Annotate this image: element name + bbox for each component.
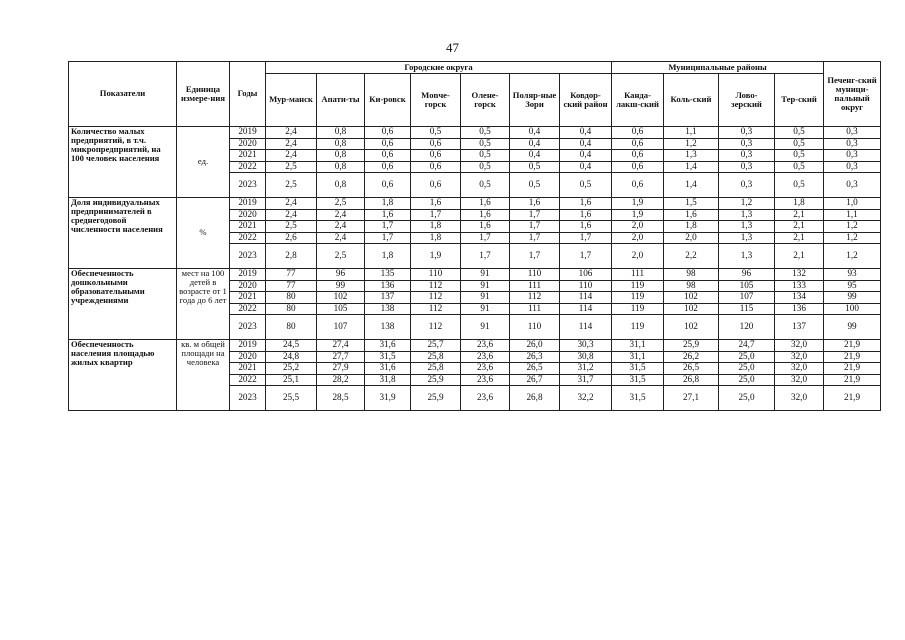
value-cell: 23,6 [461, 374, 510, 386]
value-cell: 31,5 [612, 374, 664, 386]
header-unit: Единица измере-ния [177, 62, 230, 127]
value-cell: 32,0 [775, 374, 824, 386]
value-cell: 28,5 [317, 386, 365, 411]
value-cell: 1,8 [365, 198, 411, 210]
value-cell: 111 [612, 269, 664, 281]
value-cell: 98 [664, 280, 719, 292]
value-cell: 2,5 [317, 198, 365, 210]
value-cell: 31,5 [612, 386, 664, 411]
value-cell: 0,6 [365, 173, 411, 198]
value-cell: 77 [266, 269, 317, 281]
value-cell: 23,6 [461, 386, 510, 411]
value-cell: 1,4 [664, 173, 719, 198]
value-cell: 1,3 [719, 244, 775, 269]
value-cell: 24,5 [266, 340, 317, 352]
year-cell: 2022 [230, 232, 266, 244]
value-cell: 1,7 [510, 244, 560, 269]
value-cell: 1,2 [824, 244, 881, 269]
value-cell: 26,8 [664, 374, 719, 386]
value-cell: 0,3 [824, 150, 881, 162]
value-cell: 0,8 [317, 161, 365, 173]
indicator-label: Количество малых предприятий, в т.ч. микропредприятий, на 100 человек населения [69, 127, 177, 198]
value-cell: 0,5 [775, 173, 824, 198]
page-number: 47 [446, 40, 459, 55]
value-cell: 21,9 [824, 363, 881, 375]
year-cell: 2019 [230, 127, 266, 139]
header-indicator: Показатели [69, 62, 177, 127]
value-cell: 1,6 [461, 198, 510, 210]
value-cell: 0,3 [719, 127, 775, 139]
value-cell: 31,2 [560, 363, 612, 375]
value-cell: 0,5 [461, 127, 510, 139]
value-cell: 25,8 [411, 363, 461, 375]
value-cell: 1,9 [411, 244, 461, 269]
value-cell: 31,6 [365, 340, 411, 352]
value-cell: 1,5 [664, 198, 719, 210]
value-cell: 80 [266, 315, 317, 340]
year-cell: 2021 [230, 363, 266, 375]
value-cell: 26,3 [510, 351, 560, 363]
value-cell: 138 [365, 303, 411, 315]
value-cell: 0,5 [560, 173, 612, 198]
value-cell: 93 [824, 269, 881, 281]
value-cell: 112 [411, 292, 461, 304]
value-cell: 1,6 [560, 221, 612, 233]
value-cell: 1,2 [824, 232, 881, 244]
value-cell: 0,8 [317, 150, 365, 162]
header-column: Ки-ровск [365, 74, 411, 127]
value-cell: 2,5 [317, 244, 365, 269]
value-cell: 132 [775, 269, 824, 281]
value-cell: 1,6 [560, 198, 612, 210]
value-cell: 111 [510, 280, 560, 292]
value-cell: 2,5 [266, 161, 317, 173]
value-cell: 27,4 [317, 340, 365, 352]
year-cell: 2021 [230, 150, 266, 162]
value-cell: 112 [411, 315, 461, 340]
value-cell: 1,2 [664, 138, 719, 150]
value-cell: 91 [461, 292, 510, 304]
value-cell: 102 [664, 315, 719, 340]
value-cell: 25,1 [266, 374, 317, 386]
value-cell: 2,1 [775, 209, 824, 221]
value-cell: 115 [719, 303, 775, 315]
value-cell: 2,1 [775, 244, 824, 269]
year-cell: 2019 [230, 269, 266, 281]
value-cell: 32,0 [775, 351, 824, 363]
value-cell: 1,3 [719, 209, 775, 221]
value-cell: 1,9 [612, 209, 664, 221]
unit-label: кв. м общей площади на человека [177, 340, 230, 411]
value-cell: 31,9 [365, 386, 411, 411]
value-cell: 1,8 [365, 244, 411, 269]
table-row [69, 269, 881, 281]
header-column: Мур-манск [266, 74, 317, 127]
value-cell: 91 [461, 269, 510, 281]
value-cell: 95 [824, 280, 881, 292]
value-cell: 1,8 [411, 221, 461, 233]
header-column: Ковдор-ский район [560, 74, 612, 127]
value-cell: 0,5 [461, 161, 510, 173]
value-cell: 107 [317, 315, 365, 340]
value-cell: 32,0 [775, 340, 824, 352]
value-cell: 0,5 [510, 161, 560, 173]
value-cell: 0,4 [560, 127, 612, 139]
year-cell: 2023 [230, 173, 266, 198]
header-column: Тер-ский [775, 74, 824, 127]
value-cell: 0,4 [560, 150, 612, 162]
value-cell: 80 [266, 303, 317, 315]
value-cell: 1,6 [411, 198, 461, 210]
value-cell: 1,3 [719, 232, 775, 244]
year-cell: 2021 [230, 292, 266, 304]
value-cell: 77 [266, 280, 317, 292]
value-cell: 1,6 [365, 209, 411, 221]
value-cell: 1,7 [560, 244, 612, 269]
value-cell: 1,8 [664, 221, 719, 233]
value-cell: 135 [365, 269, 411, 281]
value-cell: 0,5 [775, 161, 824, 173]
value-cell: 2,4 [266, 209, 317, 221]
value-cell: 111 [510, 303, 560, 315]
value-cell: 1,9 [612, 198, 664, 210]
value-cell: 24,8 [266, 351, 317, 363]
value-cell: 25,9 [411, 374, 461, 386]
value-cell: 2,4 [317, 209, 365, 221]
value-cell: 1,6 [560, 209, 612, 221]
value-cell: 1,1 [824, 209, 881, 221]
value-cell: 0,5 [775, 150, 824, 162]
value-cell: 0,6 [612, 173, 664, 198]
year-cell: 2022 [230, 161, 266, 173]
value-cell: 25,7 [411, 340, 461, 352]
value-cell: 99 [824, 315, 881, 340]
value-cell: 110 [560, 280, 612, 292]
value-cell: 1,7 [461, 232, 510, 244]
value-cell: 1,3 [719, 221, 775, 233]
value-cell: 2,4 [266, 127, 317, 139]
value-cell: 31,1 [612, 340, 664, 352]
value-cell: 110 [510, 315, 560, 340]
value-cell: 110 [411, 269, 461, 281]
value-cell: 1,7 [461, 244, 510, 269]
value-cell: 1,6 [664, 209, 719, 221]
value-cell: 2,6 [266, 232, 317, 244]
value-cell: 1,2 [719, 198, 775, 210]
value-cell: 0,4 [560, 161, 612, 173]
value-cell: 0,5 [775, 138, 824, 150]
value-cell: 1,2 [824, 221, 881, 233]
value-cell: 2,4 [266, 138, 317, 150]
value-cell: 2,0 [664, 232, 719, 244]
value-cell: 98 [664, 269, 719, 281]
value-cell: 2,8 [266, 244, 317, 269]
value-cell: 26,8 [510, 386, 560, 411]
value-cell: 1,6 [461, 209, 510, 221]
value-cell: 1,7 [365, 232, 411, 244]
value-cell: 26,5 [510, 363, 560, 375]
value-cell: 2,2 [664, 244, 719, 269]
value-cell: 26,2 [664, 351, 719, 363]
header-municipal-districts: Муниципальные районы [612, 62, 824, 74]
value-cell: 136 [365, 280, 411, 292]
value-cell: 0,3 [719, 173, 775, 198]
value-cell: 137 [775, 315, 824, 340]
value-cell: 32,0 [775, 386, 824, 411]
value-cell: 0,5 [461, 173, 510, 198]
value-cell: 21,9 [824, 386, 881, 411]
value-cell: 23,6 [461, 351, 510, 363]
value-cell: 28,2 [317, 374, 365, 386]
value-cell: 107 [719, 292, 775, 304]
value-cell: 96 [719, 269, 775, 281]
value-cell: 21,9 [824, 351, 881, 363]
value-cell: 0,6 [612, 150, 664, 162]
value-cell: 31,1 [612, 351, 664, 363]
value-cell: 0,3 [719, 161, 775, 173]
value-cell: 0,3 [824, 138, 881, 150]
value-cell: 31,5 [612, 363, 664, 375]
value-cell: 0,5 [510, 173, 560, 198]
value-cell: 0,6 [612, 138, 664, 150]
value-cell: 1,0 [824, 198, 881, 210]
value-cell: 100 [824, 303, 881, 315]
value-cell: 102 [317, 292, 365, 304]
value-cell: 21,9 [824, 374, 881, 386]
statistics-table [68, 61, 881, 411]
value-cell: 0,6 [411, 138, 461, 150]
header-years: Годы [230, 62, 266, 127]
value-cell: 25,8 [411, 351, 461, 363]
value-cell: 0,4 [510, 150, 560, 162]
year-cell: 2020 [230, 351, 266, 363]
year-cell: 2023 [230, 244, 266, 269]
value-cell: 25,0 [719, 386, 775, 411]
value-cell: 119 [612, 292, 664, 304]
value-cell: 105 [317, 303, 365, 315]
value-cell: 2,1 [775, 221, 824, 233]
value-cell: 1,7 [510, 221, 560, 233]
value-cell: 0,8 [317, 127, 365, 139]
value-cell: 119 [612, 280, 664, 292]
value-cell: 1,7 [510, 209, 560, 221]
value-cell: 112 [411, 303, 461, 315]
value-cell: 31,7 [560, 374, 612, 386]
value-cell: 119 [612, 303, 664, 315]
value-cell: 2,0 [612, 221, 664, 233]
value-cell: 80 [266, 292, 317, 304]
indicator-label: Обеспеченность населения площадью жилых квартир [69, 340, 177, 411]
value-cell: 2,5 [266, 173, 317, 198]
year-cell: 2020 [230, 209, 266, 221]
value-cell: 0,3 [824, 161, 881, 173]
value-cell: 0,6 [365, 127, 411, 139]
year-cell: 2023 [230, 315, 266, 340]
value-cell: 120 [719, 315, 775, 340]
value-cell: 2,5 [266, 221, 317, 233]
value-cell: 0,5 [461, 150, 510, 162]
value-cell: 106 [560, 269, 612, 281]
value-cell: 25,0 [719, 363, 775, 375]
value-cell: 138 [365, 315, 411, 340]
value-cell: 99 [317, 280, 365, 292]
value-cell: 91 [461, 303, 510, 315]
value-cell: 0,3 [824, 127, 881, 139]
value-cell: 119 [612, 315, 664, 340]
value-cell: 0,3 [719, 150, 775, 162]
value-cell: 0,6 [365, 161, 411, 173]
value-cell: 0,5 [775, 127, 824, 139]
value-cell: 112 [411, 280, 461, 292]
value-cell: 1,7 [411, 209, 461, 221]
header-column: Monче-горск [411, 74, 461, 127]
value-cell: 99 [824, 292, 881, 304]
value-cell: 24,7 [719, 340, 775, 352]
year-cell: 2020 [230, 280, 266, 292]
value-cell: 25,5 [266, 386, 317, 411]
value-cell: 0,8 [317, 173, 365, 198]
value-cell: 32,2 [560, 386, 612, 411]
value-cell: 91 [461, 280, 510, 292]
value-cell: 112 [510, 292, 560, 304]
year-cell: 2020 [230, 138, 266, 150]
year-cell: 2023 [230, 386, 266, 411]
value-cell: 110 [510, 269, 560, 281]
value-cell: 0,6 [365, 138, 411, 150]
value-cell: 0,6 [612, 127, 664, 139]
value-cell: 0,4 [510, 127, 560, 139]
value-cell: 25,9 [411, 386, 461, 411]
header-column: Апати-ты [317, 74, 365, 127]
unit-label: ед. [177, 127, 230, 198]
value-cell: 2,4 [266, 198, 317, 210]
value-cell: 21,9 [824, 340, 881, 352]
value-cell: 1,6 [510, 198, 560, 210]
value-cell: 26,0 [510, 340, 560, 352]
value-cell: 0,8 [317, 138, 365, 150]
value-cell: 23,6 [461, 363, 510, 375]
value-cell: 1,1 [664, 127, 719, 139]
value-cell: 0,6 [365, 150, 411, 162]
value-cell: 137 [365, 292, 411, 304]
value-cell: 134 [775, 292, 824, 304]
value-cell: 133 [775, 280, 824, 292]
year-cell: 2022 [230, 374, 266, 386]
header-column: Канда-лакш-ский [612, 74, 664, 127]
value-cell: 2,0 [612, 244, 664, 269]
value-cell: 31,5 [365, 351, 411, 363]
table-row [69, 198, 881, 210]
value-cell: 136 [775, 303, 824, 315]
value-cell: 0,4 [510, 138, 560, 150]
value-cell: 1,7 [510, 232, 560, 244]
table-row [69, 340, 881, 352]
year-cell: 2021 [230, 221, 266, 233]
value-cell: 25,0 [719, 351, 775, 363]
value-cell: 2,1 [775, 232, 824, 244]
value-cell: 0,6 [411, 150, 461, 162]
year-cell: 2019 [230, 198, 266, 210]
value-cell: 105 [719, 280, 775, 292]
value-cell: 26,7 [510, 374, 560, 386]
value-cell: 23,6 [461, 340, 510, 352]
value-cell: 1,3 [664, 150, 719, 162]
value-cell: 2,4 [317, 232, 365, 244]
value-cell: 114 [560, 292, 612, 304]
unit-label: % [177, 198, 230, 269]
value-cell: 96 [317, 269, 365, 281]
value-cell: 25,2 [266, 363, 317, 375]
value-cell: 2,4 [317, 221, 365, 233]
header-column: Олене-горск [461, 74, 510, 127]
value-cell: 31,6 [365, 363, 411, 375]
value-cell: 91 [461, 315, 510, 340]
unit-label: мест на 100 детей в возрасте от 1 года до 6 лет [177, 269, 230, 340]
header-urban-districts: Городские округа [266, 62, 612, 74]
value-cell: 0,5 [411, 127, 461, 139]
value-cell: 0,4 [560, 138, 612, 150]
value-cell: 25,0 [719, 374, 775, 386]
header-column: Лово-зерский [719, 74, 775, 127]
value-cell: 25,9 [664, 340, 719, 352]
indicator-label: Доля индивидуальных предпринимателей в среднегодовой численности населения [69, 198, 177, 269]
value-cell: 0,6 [612, 161, 664, 173]
value-cell: 1,4 [664, 161, 719, 173]
value-cell: 0,3 [824, 173, 881, 198]
value-cell: 102 [664, 292, 719, 304]
value-cell: 2,4 [266, 150, 317, 162]
value-cell: 32,0 [775, 363, 824, 375]
value-cell: 1,7 [365, 221, 411, 233]
value-cell: 0,5 [461, 138, 510, 150]
value-cell: 1,7 [560, 232, 612, 244]
value-cell: 114 [560, 315, 612, 340]
header-column: Поляр-ные Зори [510, 74, 560, 127]
value-cell: 0,6 [411, 173, 461, 198]
value-cell: 102 [664, 303, 719, 315]
value-cell: 30,3 [560, 340, 612, 352]
indicator-label: Обеспеченность дошкольными образовательными учреждениями [69, 269, 177, 340]
value-cell: 0,6 [411, 161, 461, 173]
value-cell: 27,1 [664, 386, 719, 411]
year-cell: 2019 [230, 340, 266, 352]
value-cell: 1,8 [411, 232, 461, 244]
value-cell: 1,8 [775, 198, 824, 210]
table-row [69, 127, 881, 139]
value-cell: 27,7 [317, 351, 365, 363]
value-cell: 2,0 [612, 232, 664, 244]
value-cell: 31,8 [365, 374, 411, 386]
value-cell: 30,8 [560, 351, 612, 363]
value-cell: 114 [560, 303, 612, 315]
year-cell: 2022 [230, 303, 266, 315]
value-cell: 26,5 [664, 363, 719, 375]
header-pechenga: Печенг-ский муници-пальный округ [824, 62, 881, 127]
value-cell: 27,9 [317, 363, 365, 375]
value-cell: 1,6 [461, 221, 510, 233]
header-column: Коль-ский [664, 74, 719, 127]
value-cell: 0,3 [719, 138, 775, 150]
